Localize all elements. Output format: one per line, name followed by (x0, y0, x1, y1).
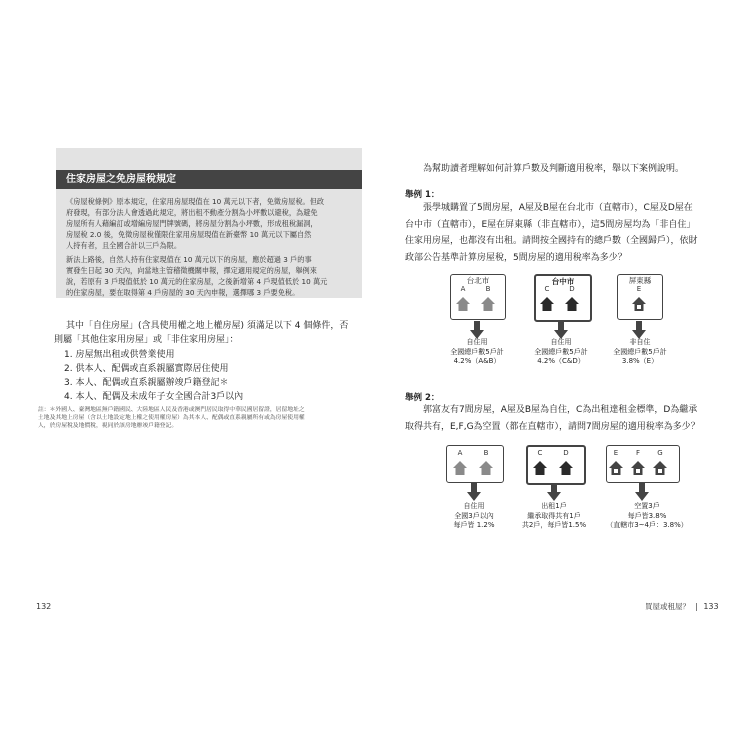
house-icon (539, 296, 555, 312)
box-line: 實發生日起 30 天內，向當地主管稽徵機關申報，擇定適用規定的房屋，舉例來 (66, 266, 317, 275)
arrow-down-icon (467, 483, 481, 501)
house-icon (630, 460, 646, 476)
footnote-line: 土地及其地上房屋（含以土地設定地上權之使用權房屋）為其本人、配偶或直系親屬所有或為房屋使用權 (38, 415, 305, 421)
intro-text: 為幫助讀者理解如何計算戶數及判斷適用稅率，舉以下案例說明。 (423, 164, 685, 174)
house-icon (652, 460, 668, 476)
body-line: 其中「自住房屋」(含具使用權之地上權房屋) 須滿足以下 4 個條件，否 (66, 321, 349, 331)
house-icon (558, 460, 574, 476)
arrow-down-icon (470, 321, 484, 339)
house-letter: F (635, 449, 641, 457)
house-icon (452, 460, 468, 476)
caption-line: 4.2%（A&B） (453, 357, 501, 365)
list-item: 1. 房屋無出租或供營業使用 (64, 350, 175, 360)
house-letter: C (537, 449, 543, 457)
box-line: 府發現，有部分法人會透過此規定，將出租不動產分割為小坪數以避稅，為避免 (66, 208, 318, 217)
house-icon (631, 296, 647, 312)
house-icon (608, 460, 624, 476)
box-paragraph-2 (66, 254, 356, 298)
ex1-line: 住家用房屋，也都沒有出租。請問按全國持有的總戶數（全國歸戶），依財 (405, 236, 698, 246)
group-label: 台北市 (466, 276, 490, 285)
example-1-label: 舉例 1： (405, 190, 440, 200)
house-icon (564, 296, 580, 312)
tax-exemption-box (56, 148, 362, 298)
list-item: 2. 供本人、配偶或直系親屬實際居住使用 (64, 364, 229, 374)
caption-line: 每戶皆3.8% (627, 511, 667, 520)
house-icon (532, 460, 548, 476)
caption-line: 自住用 (463, 502, 485, 510)
caption-line: 每戶皆 1.2% (453, 521, 495, 529)
ex2-line: 取得共有，E,F,G為空置（都在直轄市），請問7間房屋的適用稅率為多少？ (405, 421, 700, 432)
page-number-right: 133 (703, 602, 719, 611)
box-line: 說，若原有 3 戶現值低於 10 萬元的住家房屋，之後新增第 4 戶現值低於 10 萬元 (66, 277, 328, 286)
group-label: 屏東縣 (628, 276, 652, 285)
house-icon (455, 296, 471, 312)
house-letter: A (460, 285, 466, 293)
house-icon (478, 460, 494, 476)
caption-line: 自住用 (466, 338, 488, 346)
footnote (38, 406, 358, 430)
left-page (34, 148, 352, 618)
box-line: 新法上路後，自然人持有住家現值在 10 萬元以下的房屋，應於超過 3 戶的事 (66, 255, 312, 264)
example-1-text (405, 200, 720, 266)
body-line: 則屬「其他住家用房屋」或「非住家用房屋」： (54, 335, 239, 345)
caption-line: 非自住 (629, 338, 651, 346)
house-letter: G (657, 449, 663, 457)
house-letter: B (485, 285, 491, 293)
body-paragraph (54, 319, 362, 347)
caption-line: 4.2%（C&D） (537, 357, 585, 365)
box-paragraph-1 (66, 196, 356, 251)
arrow-down-icon (554, 321, 568, 339)
caption-line: 全國總戶數5戶計 (613, 347, 667, 356)
box-line: 房屋所有人藉編訂或增編房屋門牌號碼，將房屋分割為小坪數，形成租稅漏洞， (66, 219, 318, 228)
arrow-down-icon (635, 483, 649, 501)
caption-line: （直轄市3~4戶：3.8%） (606, 521, 688, 529)
arrow-down-icon (547, 483, 561, 501)
house-icon (480, 296, 496, 312)
caption-line: 繼承取得共有1戶 (527, 511, 581, 520)
arrow-down-icon (632, 321, 646, 339)
box-line: 《房屋稅條例》原本規定，住家用房屋現值在 10 萬元以下者，免徵房屋稅。但政 (66, 197, 325, 206)
caption-line: 出租1戶 (541, 502, 567, 510)
caption-pingtung (590, 338, 690, 367)
caption-rent-inherit (504, 502, 604, 531)
group-label: 台中市 (551, 277, 575, 286)
example-1-diagram (450, 274, 680, 374)
caption-line: 全國3戶以內 (454, 511, 494, 520)
page-number-left: 132 (36, 602, 52, 611)
ex1-line: 張學城購置了5間房屋，A屋及B屋在台北市（直轄市），C屋及D屋在 (423, 203, 693, 213)
example-2-label: 舉例 2： (405, 393, 440, 403)
separator: | (695, 602, 698, 611)
example-2-text (405, 402, 720, 435)
caption-line: 3.8%（E） (621, 357, 659, 365)
house-letter: E (636, 285, 642, 293)
ex1-line: 台中市（直轄市），E屋在屏東縣（非直轄市），這5間房屋均為「非自住」 (405, 219, 696, 230)
house-letter: E (613, 449, 619, 457)
ex1-line: 政部公告基準計算房屋稅，5間房屋的適用稅率為多少？ (405, 252, 627, 263)
box-line: 的住家房屋，要在取得第 4 戶房屋的 30 天內申報，選擇哪 3 戶要免稅。 (66, 288, 300, 297)
house-letter: A (457, 449, 463, 457)
footnote-line: 人，於房屋稅及地價稅，視同於該房地辦竣戶籍登記。 (38, 423, 178, 429)
example-2-diagram (446, 445, 696, 535)
box-title: 住家房屋之免房屋稅規定 (56, 170, 362, 189)
caption-line: 全國總戶數5戶計 (534, 347, 588, 356)
box-line: 房屋稅 2.0 後，免徵房屋稅僅限住家用房屋現值在新臺幣 10 萬元以下屬自然 (66, 230, 312, 239)
caption-line: 全國總戶數5戶計 (450, 347, 504, 356)
running-head (645, 601, 719, 612)
running-head-title: 買屋或租屋？ (645, 602, 690, 611)
ex2-line: 郭富友有7間房屋，A屋及B屋為自住，C為出租達租金標準，D為繼承 (423, 405, 698, 415)
house-letter: B (483, 449, 489, 457)
footnote-line: 註：＊外國人、臺灣地區無戶籍國民、大陸地區人民及香港或澳門居民取得中華民國居留證，居留地址之 (38, 407, 305, 413)
condition-list (64, 348, 360, 404)
caption-line: 共2戶，每戶皆1.5% (521, 521, 587, 529)
box-line: 人持有者，且全國合計以三戶為限。 (66, 241, 182, 250)
caption-line: 自住用 (550, 338, 572, 346)
house-letter: C (544, 285, 550, 293)
house-letter: D (569, 285, 575, 293)
house-letter: D (563, 449, 569, 457)
list-item: 4. 本人、配偶及未成年子女全國合計3戶以內 (64, 392, 244, 402)
list-item: 3. 本人、配偶或直系親屬辦竣戶籍登記＊ (64, 378, 229, 388)
caption-line: 空置3戶 (634, 502, 660, 510)
caption-vacant (592, 502, 702, 531)
